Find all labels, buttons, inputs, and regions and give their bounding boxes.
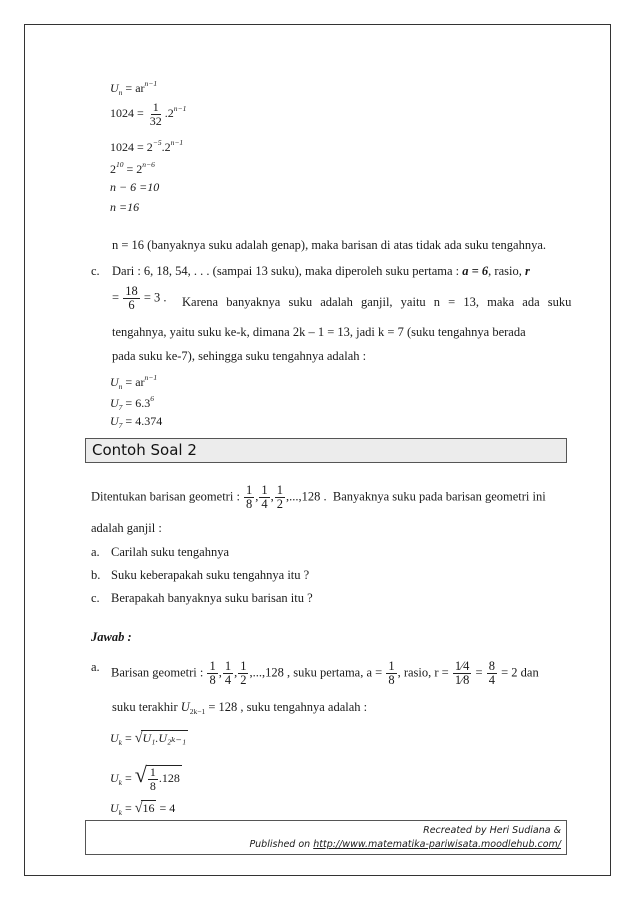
eq-un-formula: $U_n = ar^{n-1}$ [110, 79, 158, 97]
question-a: a. Carilah suku tengahnya [91, 545, 230, 559]
item-c-line4: pada suku ke-7), sehingga suku tengahnya adalah : [112, 349, 367, 363]
item-c-marker: c. [91, 264, 100, 278]
jawab-label: Jawab : [91, 630, 132, 644]
eq-1024-fraction: 1024 = $\frac{1}{32}$ $.2^{n-1}$ [110, 100, 187, 128]
eq-uk-sqrt: $U_k = √U_1.U_{2k-1}$ [110, 731, 187, 747]
question-b: b. Suku keberapakah suku tengahnya itu ? [91, 568, 310, 582]
item-c-line3: tengahnya, yaitu suku ke-k, dimana 2k – 1 = 13, jadi k = 7 (suku tengahnya berada [112, 325, 526, 339]
eq-c-u7-result: $U_7 = 4.374$ [110, 414, 163, 430]
footer-credit [85, 820, 567, 855]
eq-c-u7-power: $U_7 = 6.3^6$ [110, 394, 154, 412]
eq-1024-power: $1024 = 2^{-5}.2^{n-1}$ [110, 138, 184, 154]
answer-a-line2: suku terakhir $U_{2k-1} = 128$ , suku tengahnya adalah : [112, 700, 368, 716]
section-heading-contoh-soal-2: Contoh Soal 2 [85, 438, 567, 463]
footer-link[interactable]: http://www.matematika-pariwisata.moodlehub.com/ [313, 839, 561, 851]
conclusion-text: n = 16 (banyaknya suku adalah genap), maka barisan di atas tidak ada suku tengahnya. [112, 238, 546, 252]
footer-line2: Published on http://www.matematika-pariwisata.moodlehub.com/ [249, 839, 561, 851]
item-c-line1: Dari : 6, 18, 54, . . . (sampai 13 suku), maka diperoleh suku pertama : a = 6, rasio, r [112, 264, 530, 278]
item-c-line2: = $\frac{18}{6}$ = 3 . Karena banyaknya suku adalah ganjil, yaitu n = 13, maka ada suku [112, 284, 572, 313]
eq-power-equal: $2^{10} = 2^{n-6}$ [110, 160, 155, 176]
footer-line1: Recreated by Heri Sudiana & [423, 825, 561, 836]
eq-uk-result: $U_k = √16 = 4$ [110, 801, 176, 817]
answer-a-line1: a. Barisan geometri : $\frac{1}{8}$ , $\frac{1}{4}$ , $\frac{1}{2}$ ,...,128 , suku pertama, a = $\frac{1}{8}$ , rasio, r = $\frac{1⁄4}{1⁄8}$ = $\frac{8}{4}$ = 2 dan [91, 659, 539, 688]
problem-line2: adalah ganjil : [91, 521, 162, 535]
eq-c-un: $U_n = ar^{n-1}$ [110, 373, 158, 391]
eq-n-minus-6: n − 6 =10 [110, 180, 160, 194]
problem-line1: Ditentukan barisan geometri : $\frac{1}{8}$ , $\frac{1}{4}$ , $\frac{1}{2}$ ,...,128 . Banyaknya suku pada barisan geometri ini [91, 483, 546, 512]
question-c: c. Berapakah banyaknya suku barisan itu ? [91, 591, 313, 605]
eq-n-result: n =16 [110, 200, 140, 214]
eq-uk-fraction: $U_k$ = √ $\frac{1}{8}$ .128 [110, 762, 180, 793]
